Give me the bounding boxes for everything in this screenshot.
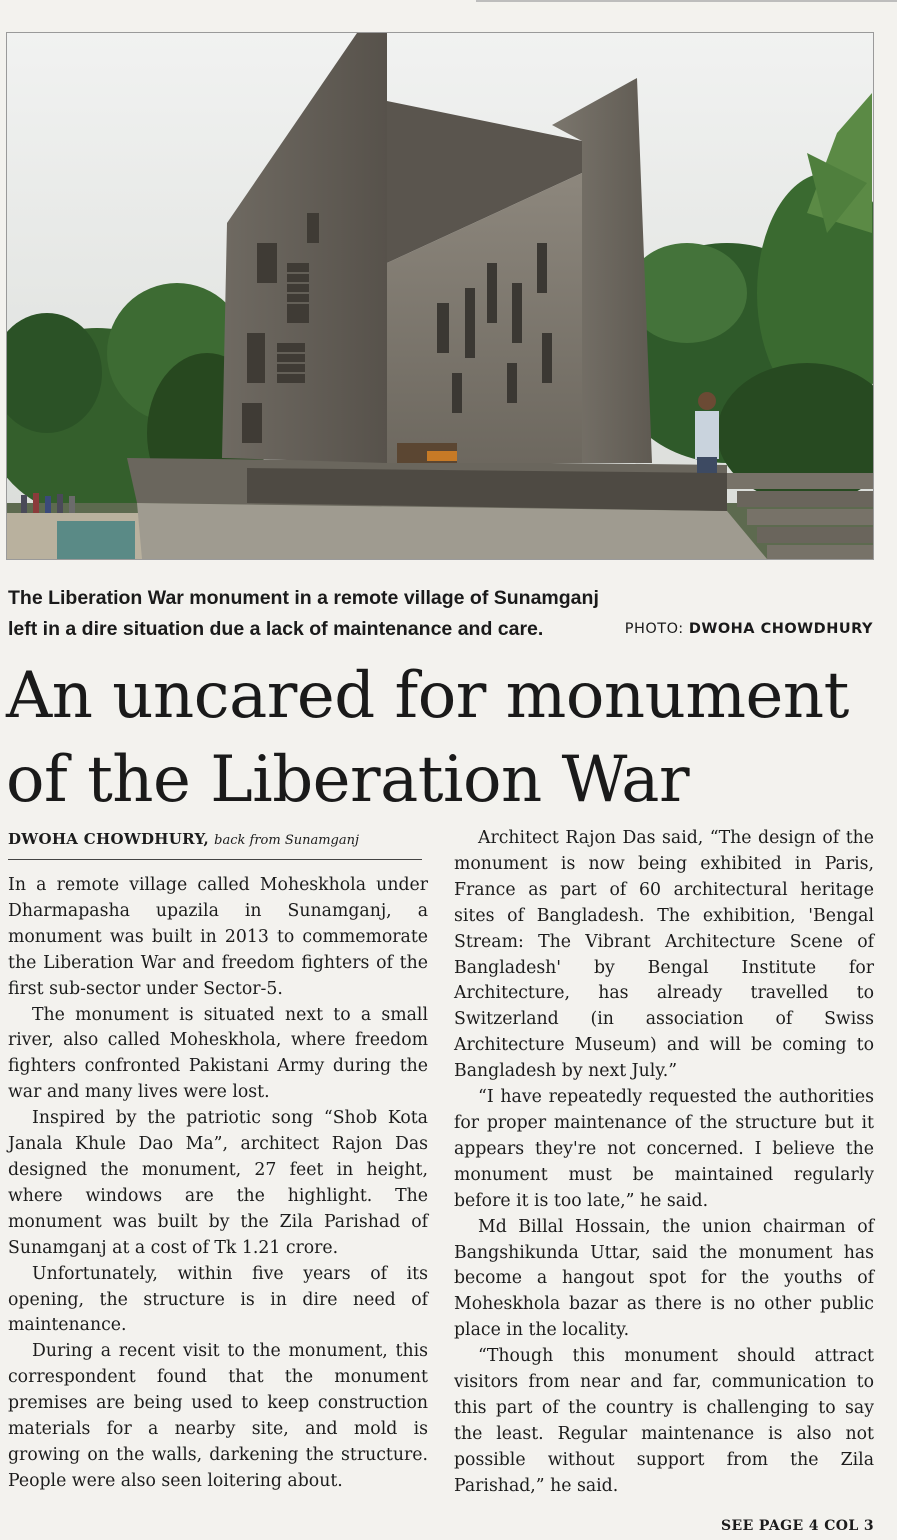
paragraph: The monument is situated next to a small river, also called Moheskhola, where freedom fighters confronted Pakistani Army during the war and many lives were lost. <box>8 1004 428 1103</box>
article-column-1 <box>8 873 428 1495</box>
byline-name: DWOHA CHOWDHURY, <box>8 830 210 848</box>
photo-credit-name: DWOHA CHOWDHURY <box>688 621 873 637</box>
top-rule <box>476 0 897 2</box>
photo-credit <box>625 621 873 637</box>
paragraph: “Though this monument should attract visitors from near and far, communication to this part of the country is challenging to say the least. Regular maintenance is also not possible without support from the Zila Parishad,” he said. <box>454 1346 874 1496</box>
paragraph: “I have repeatedly requested the authorities for proper maintenance of the structure but it appears they're not concerned. I believe the monument must be maintained regularly before it is too late,” he said. <box>454 1087 874 1211</box>
paragraph: Inspired by the patriotic song “Shob Kota Janala Khule Dao Ma”, architect Rajon Das designed the monument, 27 feet in height, where windows are the highlight. The monument was built by the Zila Parishad of Sunamganj at a cost of Tk 1.21 crore. <box>8 1108 428 1258</box>
byline-dateline: back from Sunamganj <box>214 833 360 848</box>
article-column-2 <box>454 826 874 1500</box>
photo-credit-label: PHOTO: <box>624 621 684 637</box>
paragraph: During a recent visit to the monument, this correspondent found that the monument premises are being used to keep construction materials for a nearby site, and mold is growing on the walls, darkening the structure. People were also seen loitering about. <box>8 1341 428 1491</box>
photo-caption: The Liberation War monument in a remote village of Sunamganj left in a dire situation due a lack of maintenance and care. <box>8 587 599 640</box>
continuation-note: SEE PAGE 4 COL 3 <box>720 1518 874 1534</box>
monument-photo <box>6 32 874 560</box>
article-headline: An uncared for monument of the Liberation War <box>6 659 849 817</box>
byline <box>8 829 422 860</box>
paragraph: In a remote village called Moheskhola under Dharmapasha upazila in Sunamganj, a monument was built in 2013 to commemorate the Liberation War and freedom fighters of the first sub-sector under Sector-5. <box>8 875 428 999</box>
paragraph: Architect Rajon Das said, “The design of the monument is now being exhibited in Paris, France as part of 60 architectural heritage sites of Bangladesh. The exhibition, 'Bengal Stream: The Vibrant Architecture Scene of Bangladesh' by Bengal Institute for Architecture, has already travelled to Switzerland (in association of Swiss Architecture Museum) and will be coming to Bangladesh by next July.” <box>454 828 874 1082</box>
paragraph: Md Billal Hossain, the union chairman of Bangshikunda Uttar, said the monument has become a hangout spot for the youths of Moheskhola bazar as there is no other public place in the locality. <box>454 1216 874 1341</box>
paragraph: Unfortunately, within five years of its opening, the structure is in dire need of maintenance. <box>8 1263 428 1336</box>
